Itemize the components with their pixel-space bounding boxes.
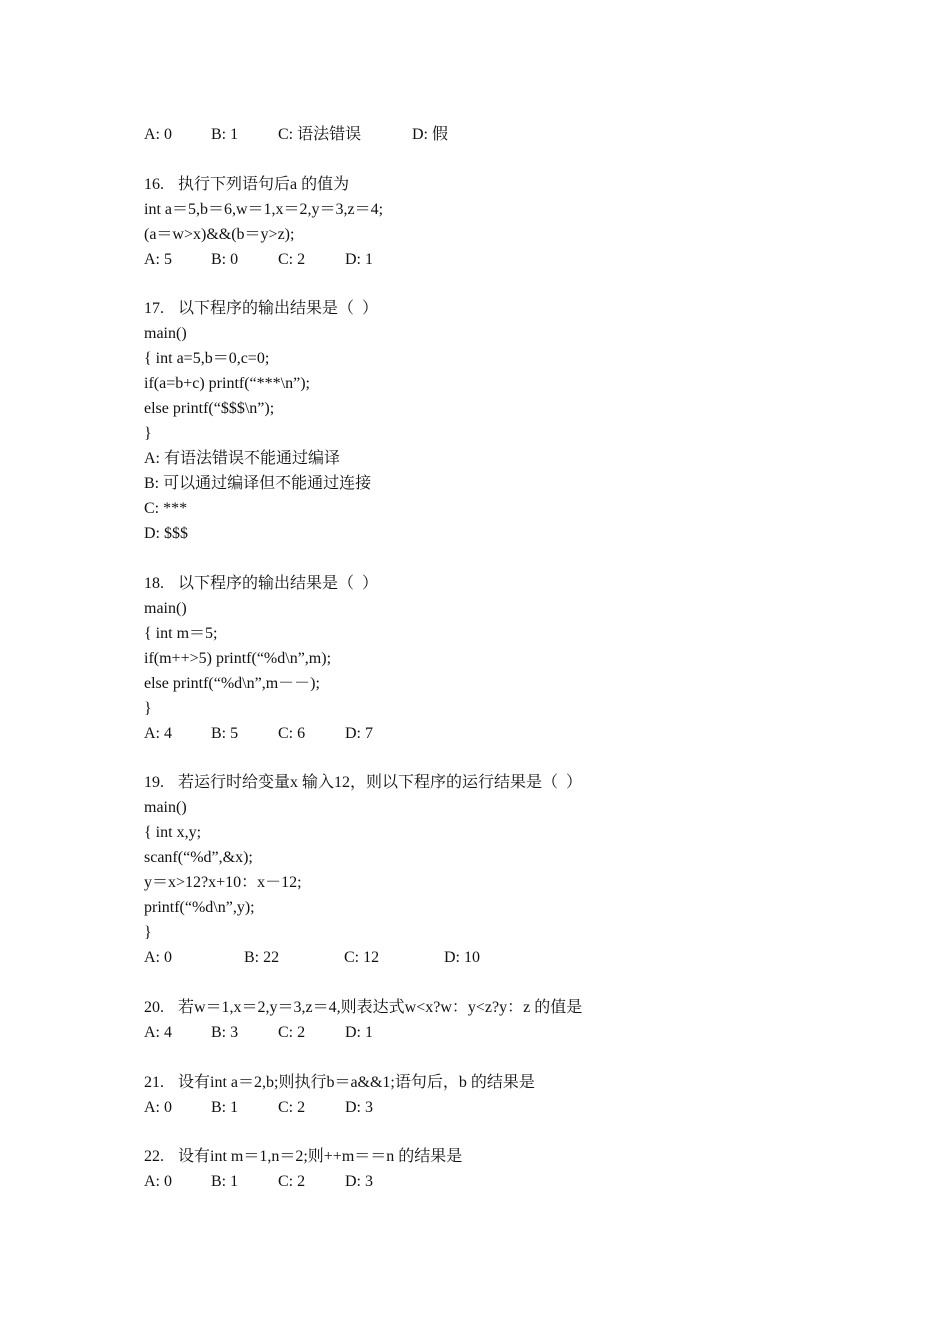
q20-number: 20. [144,998,164,1016]
q22-option-a: A: 0 [144,1173,172,1191]
q21-stem [144,1070,864,1095]
q22-option-c: C: 2 [278,1173,306,1191]
q21-options [144,1095,864,1120]
q20-options [144,1020,864,1045]
q20-option-a: A: 4 [144,1023,172,1041]
q21-option-c: C: 2 [278,1098,306,1116]
q15-option-b: B: 1 [211,126,239,143]
q17-stem [144,296,864,321]
q16-stem [144,172,864,197]
q17-code-line: } [144,425,152,443]
q19-options [144,945,864,970]
q18-option-b: B: 5 [211,724,239,742]
q19-number: 19. [144,774,164,792]
q16-option-c: C: 2 [278,250,306,268]
q17-code-line: if(a=b+c) printf(“***\n”); [144,375,310,393]
q19-option-c: C: 12 [344,949,380,967]
q22-option-b: B: 1 [211,1173,239,1191]
q19-code-line: y＝x>12?x+10：x－12; [144,874,302,892]
q18-code-line: main() [144,599,187,617]
q17-code-line: { int a=5,b＝0,c=0; [144,350,270,368]
q19-code-line: { int x,y; [144,824,202,842]
q20-option-b: B: 3 [211,1023,239,1041]
q18-stem-text: 以下程序的输出结果是（ ） [178,574,379,592]
q22-options [144,1169,864,1194]
q19-code-line: printf(“%d\n”,y); [144,899,255,917]
q18-stem [144,571,864,596]
q22-option-d: D: 3 [345,1173,373,1191]
q21-option-d: D: 3 [345,1098,373,1116]
q17-option-d: D: $$$ [144,525,188,543]
q22-stem-text: 设有int m＝1,n＝2;则++m＝＝n 的结果是 [178,1148,463,1166]
q15-option-a: A: 0 [144,126,172,143]
q18-code-line: if(m++>5) printf(“%d\n”,m); [144,649,332,667]
q17-option-b: B: 可以通过编译但不能通过连接 [144,475,372,493]
q17-option-a: A: 有语法错误不能通过编译 [144,450,341,468]
q21-stem-text: 设有int a＝2,b;则执行b＝a&&1;语句后，b 的结果是 [178,1073,535,1091]
q17-number: 17. [144,300,164,318]
q19-option-b: B: 22 [244,949,280,967]
q16-option-b: B: 0 [211,250,239,268]
q15-option-c: C: 语法错误 [278,126,362,143]
q20-stem [144,995,864,1020]
q21-number: 21. [144,1073,164,1091]
q16-code-line: (a＝w>x)&&(b＝y>z); [144,225,295,243]
q19-code-line: main() [144,799,187,817]
q18-number: 18. [144,574,164,592]
q22-stem [144,1144,864,1169]
q20-option-c: C: 2 [278,1023,306,1041]
q19-code-line: } [144,924,152,942]
q22-number: 22. [144,1148,164,1166]
q18-code-line: } [144,699,152,717]
q20-option-d: D: 1 [345,1023,373,1041]
q19-stem-text: 若运行时给变量x 输入12，则以下程序的运行结果是（ ） [178,774,583,792]
q17-option-c: C: *** [144,500,188,518]
q18-code-line: { int m＝5; [144,624,218,642]
q17-code-line: else printf(“$$$\n”); [144,400,275,418]
q19-code-line: scanf(“%d”,&x); [144,849,253,867]
q16-code-line: int a＝5,b＝6,w＝1,x＝2,y＝3,z＝4; [144,200,384,218]
q18-option-a: A: 4 [144,724,172,742]
q15-options [144,122,864,147]
q18-code-line: else printf(“%d\n”,m－－); [144,674,320,692]
q19-option-d: D: 10 [444,949,480,967]
q15-option-d: D: 假 [412,126,449,143]
q18-options [144,721,864,746]
q21-option-a: A: 0 [144,1098,172,1116]
q19-option-a: A: 0 [144,949,172,967]
q19-stem [144,770,864,795]
q16-option-d: D: 1 [345,250,373,268]
q17-code-line: main() [144,325,187,343]
q16-option-a: A: 5 [144,250,172,268]
q16-options [144,247,864,272]
q21-option-b: B: 1 [211,1098,239,1116]
q18-option-c: C: 6 [278,724,306,742]
q17-stem-text: 以下程序的输出结果是（ ） [178,300,379,318]
q16-stem-text: 执行下列语句后a 的值为 [178,175,350,193]
q20-stem-text: 若w＝1,x＝2,y＝3,z＝4,则表达式w<x?w：y<z?y：z 的值是 [178,998,583,1016]
q18-option-d: D: 7 [345,724,373,742]
q16-number: 16. [144,175,164,193]
document-page [144,122,864,1194]
